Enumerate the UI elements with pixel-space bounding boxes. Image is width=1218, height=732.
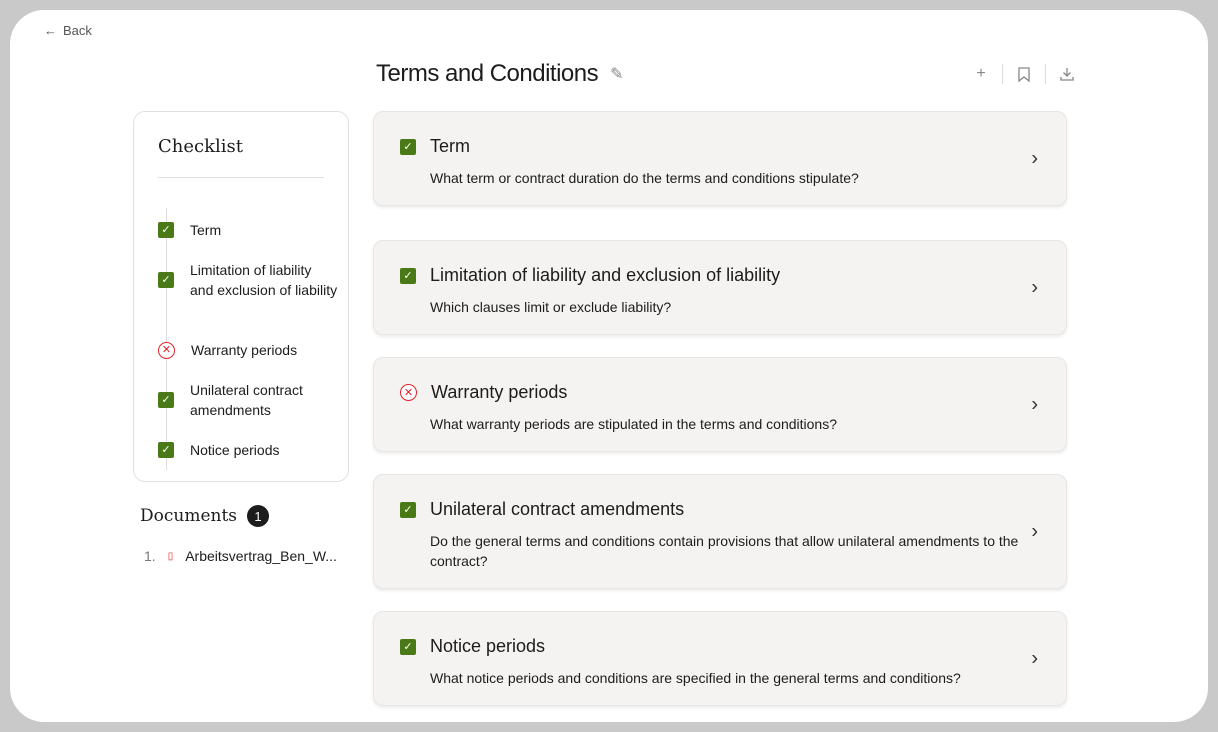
documents-count-badge: 1 (247, 505, 269, 527)
chevron-right-icon: › (1031, 520, 1038, 542)
checklist-panel (133, 111, 349, 482)
x-circle-icon: ✕ (400, 384, 417, 401)
question-card-liability[interactable]: ✓ Limitation of liability and exclusion of liability Which clauses limit or exclude liability? › (373, 240, 1067, 335)
x-circle-icon: ✕ (158, 342, 175, 359)
question-card-notice[interactable]: ✓ Notice periods What notice periods and conditions are specified in the general terms and conditions? › (373, 611, 1067, 706)
checkbox-checked-icon: ✓ (400, 139, 416, 155)
chevron-right-icon: › (1031, 647, 1038, 669)
document-item[interactable]: 1. ▯ Arbeitsvertrag_Ben_W... (144, 548, 337, 564)
checkbox-checked-icon: ✓ (400, 502, 416, 518)
pencil-icon[interactable]: ✎ (610, 66, 624, 83)
download-icon[interactable] (1046, 67, 1088, 81)
checklist-heading: Checklist (158, 136, 243, 157)
question-card-term[interactable]: ✓ Term What term or contract duration do the terms and conditions stipulate? › (373, 111, 1067, 206)
checklist-item[interactable]: ✓ Unilateral contract amendments (158, 380, 338, 420)
question-card-warranty[interactable]: ✕ Warranty periods What warranty periods are stipulated in the terms and conditions? › (373, 357, 1067, 452)
checklist-item[interactable]: ✓ Term (158, 220, 338, 240)
checklist-item[interactable]: ✕ Warranty periods (158, 340, 338, 360)
checkbox-checked-icon: ✓ (158, 392, 174, 408)
app-window (10, 10, 1208, 722)
checkbox-checked-icon: ✓ (158, 222, 174, 238)
documents-heading: Documents 1 (140, 505, 269, 527)
chevron-right-icon: › (1031, 393, 1038, 415)
checklist-item[interactable]: ✓ Notice periods (158, 440, 338, 460)
checkbox-checked-icon: ✓ (158, 442, 174, 458)
checkbox-checked-icon: ✓ (400, 639, 416, 655)
checkbox-checked-icon: ✓ (158, 272, 174, 288)
page-title: Terms and Conditions ✎ (376, 60, 624, 87)
back-button[interactable]: ← Back (44, 23, 92, 38)
checklist-item[interactable]: ✓ Limitation of liability and exclusion of liability (158, 260, 338, 300)
bookmark-icon[interactable] (1003, 67, 1045, 82)
chevron-right-icon: › (1031, 276, 1038, 298)
chevron-right-icon: › (1031, 147, 1038, 169)
checkbox-checked-icon: ✓ (400, 268, 416, 284)
question-card-amendments[interactable]: ✓ Unilateral contract amendments Do the general terms and conditions contain provisions that allow unilateral amendments to the contract? › (373, 474, 1067, 589)
toolbar (960, 64, 1088, 84)
pdf-file-icon: ▯ (167, 550, 174, 562)
plus-icon[interactable]: + (976, 65, 986, 82)
arrow-left-icon: ← (44, 23, 57, 38)
